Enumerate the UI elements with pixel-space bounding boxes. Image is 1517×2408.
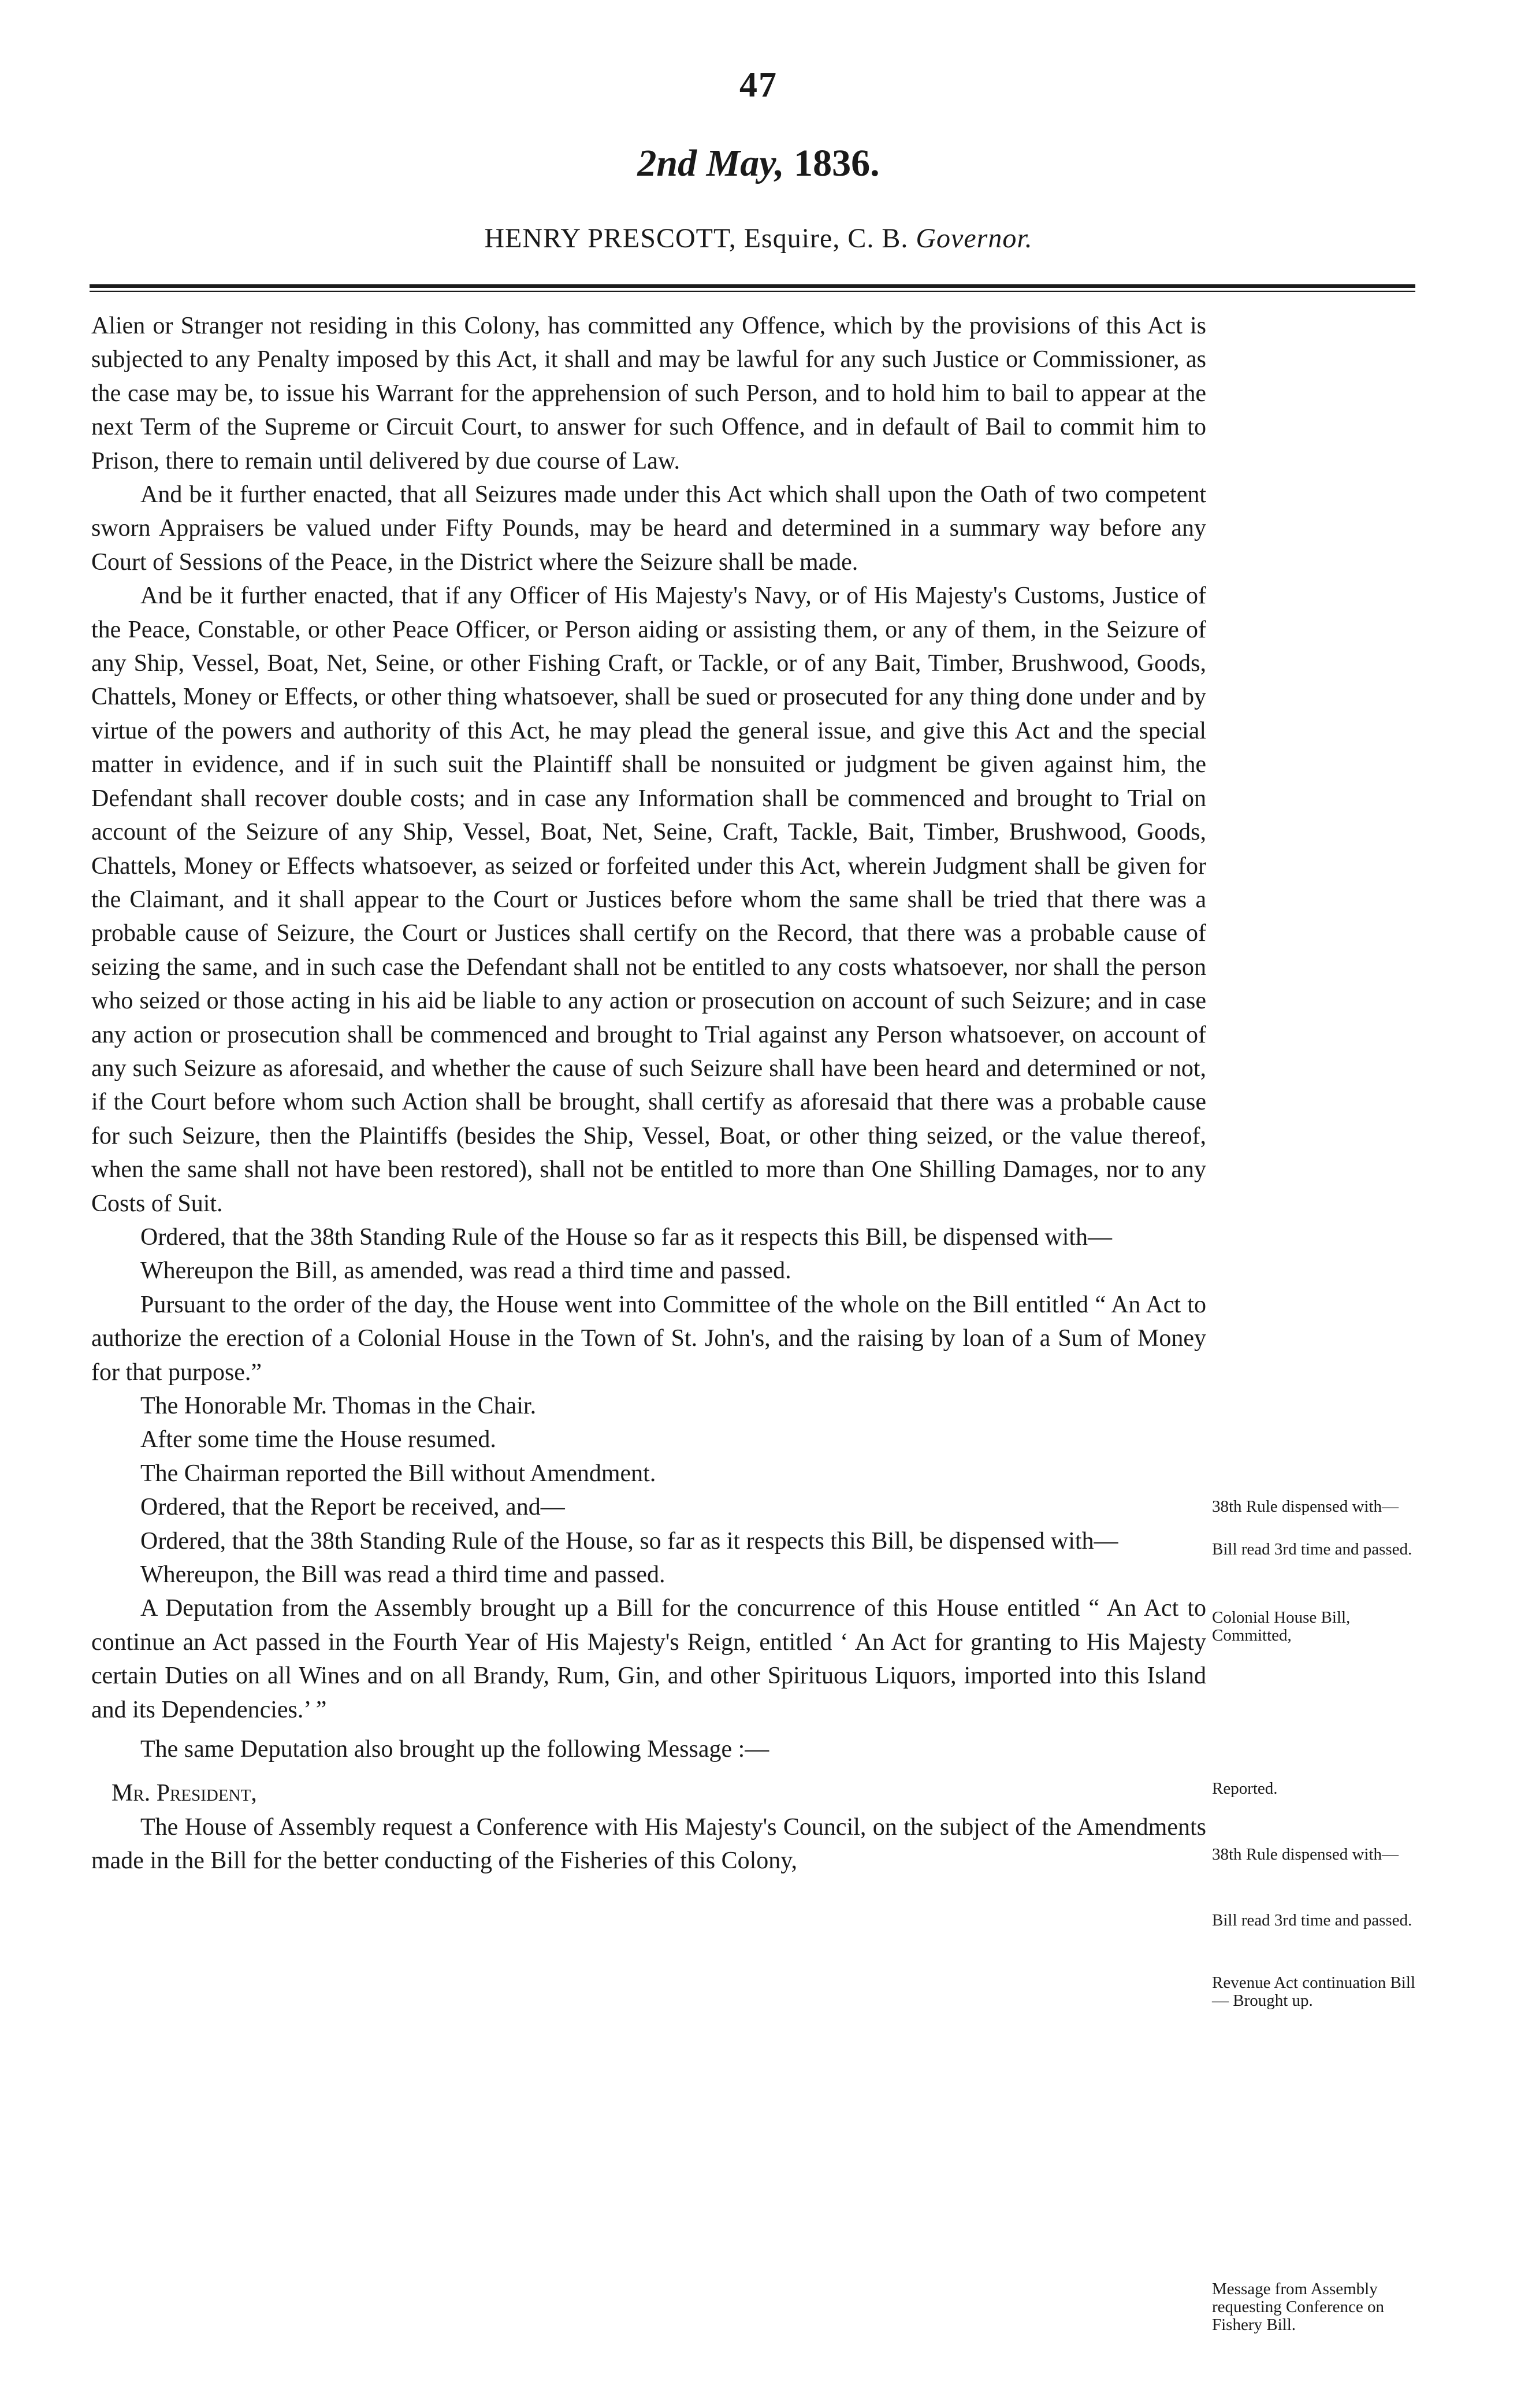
paragraph-third-reading-2: Whereupon, the Bill was read a third time and passed.	[140, 1561, 665, 1589]
margin-note-revenue-act: Revenue Act continuation Bill— Brought up.	[1212, 1973, 1415, 2010]
margin-note-rule-dispensed-2: 38th Rule dispensed with—	[1212, 1845, 1399, 1864]
page-number: 47	[739, 65, 778, 105]
date-heading	[0, 142, 1517, 185]
margin-note-third-reading-2: Bill read 3rd time and passed.	[1212, 1911, 1412, 1930]
paragraph-report-received: Ordered, that the Report be received, and—	[140, 1494, 565, 1521]
paragraph-ordered-rule-1: Ordered, that the 38th Standing Rule of the House so far as it respects this Bill, be dispensed with—	[140, 1223, 1113, 1251]
paragraph-committee-colonial-house: Pursuant to the order of the day, the House went into Committee of the whole on the Bill entitled “ An Act to authorize the erection of a Colonial House in the Town of St. John's, and the raising by loan of a Sum of Money for that purpose.”	[91, 1291, 1206, 1386]
paragraph-ordered-rule-2: Ordered, that the 38th Standing Rule of the House, so far as it respects this Bill, be dispensed with—	[140, 1527, 1118, 1554]
date-year: 1836.	[794, 142, 880, 184]
paragraph-alien-offence: Alien or Stranger not residing in this Colony, has committed any Offence, which by the provisions of this Act is subjected to any Penalty imposed by this Act, it shall and may be lawful for any such Justice or Commissioner, as the case may be, to issue his Warrant for the apprehension of such Person, and to hold him to bail to appear at the next Term of the Supreme or Circuit Court, to answer for such Offence, and in default of Bail to commit him to Prison, there to remain until delivered by due course of Law.	[91, 313, 1206, 474]
body-text	[91, 309, 1206, 1878]
margin-note-message-conference: Message from Assembly requesting Conference on Fishery Bill.	[1212, 2280, 1384, 2334]
margin-note-colonial-house: Colonial House Bill, Committed,	[1212, 1608, 1351, 1645]
paragraph-chairman-reported: The Chairman reported the Bill without Amendment.	[140, 1460, 656, 1487]
margin-note-rule-dispensed-1: 38th Rule dispensed with—	[1212, 1497, 1399, 1516]
paragraph-officer-protection: And be it further enacted, that if any Officer of His Majesty's Navy, or of His Majesty's Customs, Justice of the Peace, Constable, or other Peace Officer, or Person aiding or assisting them, or any of them, in the Seizure of any Ship, Vessel, Boat, Net, Seine, or other Fishing Craft, or Tackle, or of any Bait, Timber, Brushwood, Goods, Chattels, Money or Effects, or other thing whatsoever, shall be sued or prosecuted for any thing done under and by virtue of the powers and authority of this Act, he may plead the general issue, and give this Act and the special matter in evidence, and if in such suit the Plaintiff shall be nonsuited or judgment be given against him, the Defendant shall recover double costs; and in case any Information shall be commenced and brought to Trial on account of the Seizure of any Ship, Vessel, Boat, Net, Seine, Craft, Tackle, Bait, Timber, Brushwood, Goods, Chattels, Money or Effects whatsoever, as seized or forfeited under this Act, wherein Judgment shall be given for the Claimant, and it shall appear to the Court or Justices before whom the same shall be tried that there was a probable cause of Seizure, the Court or Justices shall certify on the Record, that there was a probable cause of seizing the same, and in such case the Defendant shall not be entitled to any costs whatsoever, nor shall the person who seized or those acting in his aid be liable to any action or prosecution on account of such Seizure; and in case any action or prosecution shall be commenced and brought to Trial against any Person whatsoever, on account of any such Seizure as aforesaid, and whether the cause of such Seizure shall have been heard and determined or not, if the Court before whom such Action shall be brought, shall certify as aforesaid that there was a probable cause for such Seizure, then the Plaintiffs (besides the Ship, Vessel, Boat, or other thing seized, or the value thereof, when the same shall not have been restored), shall not be entitled to more than One Shilling Damages, nor to any Costs of Suit.	[91, 582, 1206, 1217]
paragraph-chair: The Honorable Mr. Thomas in the Chair.	[140, 1393, 537, 1419]
governor-name: HENRY PRESCOTT, Esquire, C. B.	[484, 223, 909, 254]
header-rule-thick	[90, 284, 1415, 288]
governor-title: Governor.	[916, 223, 1033, 254]
paragraph-conference-request: The House of Assembly request a Conference with His Majesty's Council, on the subject of the Amendments made in the Bill for the better conducting of the Fisheries of this Colony,	[91, 1813, 1206, 1875]
margin-note-third-reading-1: Bill read 3rd time and passed.	[1212, 1540, 1412, 1559]
paragraph-deputation-bill: A Deputation from the Assembly brought up a Bill for the concurrence of this House entitled “ An Act to continue an Act passed in the Fourth Year of His Majesty's Reign, entitled ‘ An Act for granting to His Majesty certain Duties on all Wines and on all Brandy, Rum, Gin, and other Spirituous Liquors, imported into this Island and its Dependencies.’ ”	[91, 1595, 1206, 1723]
margin-note-reported: Reported.	[1212, 1779, 1278, 1798]
governor-line	[0, 222, 1517, 254]
paragraph-deputation-message: The same Deputation also brought up the following Message :—	[140, 1736, 769, 1763]
header-rule-thin	[90, 291, 1415, 292]
paragraph-salutation: Mr. President,	[111, 1780, 257, 1807]
paragraph-house-resumed: After some time the House resumed.	[140, 1426, 496, 1453]
paragraph-seizures-valuation: And be it further enacted, that all Seizures made under this Act which shall upon the Oath of two competent sworn Appraisers be valued under Fifty Pounds, may be heard and determined in a summary way before any Court of Sessions of the Peace, in the District where the Seizure shall be made.	[91, 481, 1206, 576]
paragraph-third-reading-1: Whereupon the Bill, as amended, was read a third time and passed.	[140, 1257, 791, 1285]
date-day-month: 2nd May,	[637, 142, 784, 184]
